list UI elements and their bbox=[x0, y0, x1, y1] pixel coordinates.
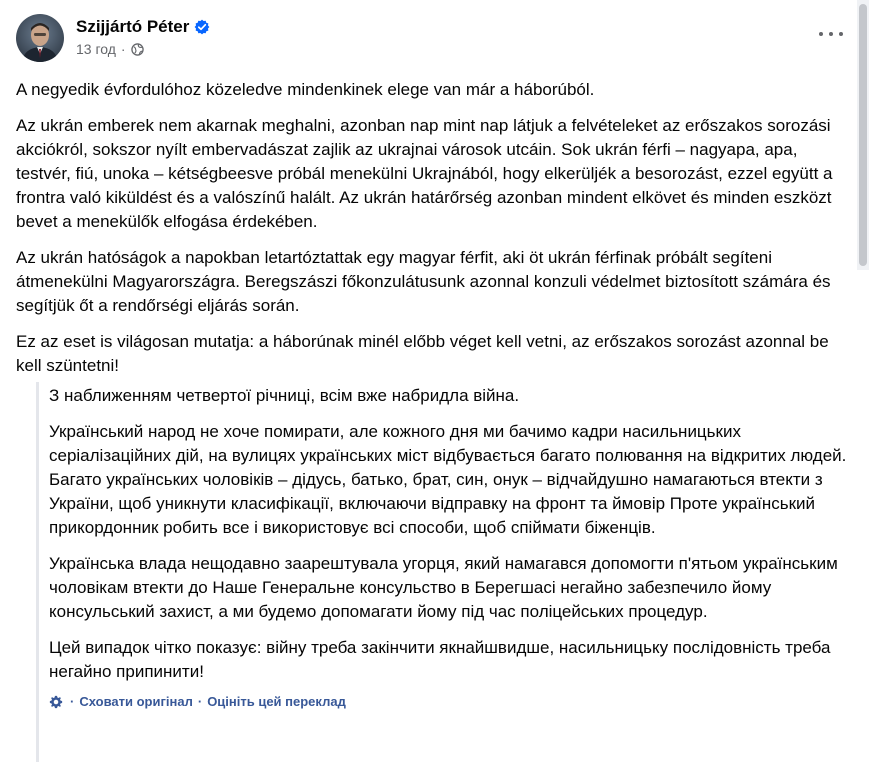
post-paragraph: A negyedik évfordulóhoz közeledve mindenkinek elege van már a háborúból. bbox=[16, 80, 595, 99]
post-header bbox=[16, 14, 210, 62]
separator-dot: · bbox=[197, 694, 203, 709]
post-meta bbox=[76, 14, 210, 57]
post-paragraph: Az ukrán hatóságok a napokban letartóztattak egy magyar férfit, aki öt ukrán férfinak próbált segíteni átmenekülni Magyarországra. Beregszászi főkonzulátusunk azonnal konzuli védelmet biztosított számára és segítjük őt a rendőrségi eljárás során. bbox=[16, 248, 831, 315]
translation-text bbox=[49, 382, 852, 684]
translation-footer bbox=[49, 694, 852, 709]
post-subline bbox=[76, 41, 210, 57]
avatar[interactable] bbox=[16, 14, 64, 62]
post-timestamp[interactable]: 13 год bbox=[76, 41, 116, 57]
scrollbar-thumb[interactable] bbox=[859, 4, 867, 266]
translation-paragraph: Українська влада нещодавно заарештувала угорця, який намагався допомогти п'ятьом українським чоловікам втекти до Наше Генеральне консульство в Берегшасі негайно забезпечило йому консульський захист, а ми будемо допомагати йому під час поліцейських процедур. bbox=[49, 554, 838, 621]
translation-paragraph: Український народ не хоче помирати, але кожного дня ми бачимо кадри насильницьких серіалізаційних дій, на вулицях українських міст відбувається багато полювання на відкритих людей. Багато українських чоловіків – дідусь, батько, брат, син, онук – відчайдушно намагаються втекти з України, щоб уникнути класифікації, включаючи відправку на фронт та ймовір Проте український прикордонник робить все і використовує всі способи, щоб спіймати біженців. bbox=[49, 422, 847, 537]
verified-badge-icon bbox=[194, 19, 210, 35]
rate-translation-link[interactable]: Оцініть цей переклад bbox=[207, 694, 346, 709]
post-paragraph: Ez az eset is világosan mutatja: a háborúnak minél előbb véget kell vetni, az erőszakos sorozást azonnal be kell szüntetni! bbox=[16, 332, 829, 375]
scrollbar-track[interactable] bbox=[857, 0, 869, 270]
separator-dot: · bbox=[70, 694, 75, 709]
gear-icon[interactable] bbox=[49, 695, 63, 709]
separator-dot: · bbox=[120, 41, 126, 57]
translation-paragraph: Цей випадок чітко показує: війну треба закінчити якнайшвидше, насильницьку послідовність треба негайно припинити! bbox=[49, 638, 831, 681]
author-name[interactable]: Szijjártó Péter bbox=[76, 17, 190, 36]
more-options-icon[interactable] bbox=[819, 26, 843, 42]
author-row bbox=[76, 16, 210, 38]
translation-block bbox=[36, 382, 852, 762]
post-body bbox=[16, 78, 836, 390]
translation-paragraph: З наближенням четвертої річниці, всім вже набридла війна. bbox=[49, 386, 520, 405]
post-paragraph: Az ukrán emberek nem akarnak meghalni, azonban nap mint nap látjuk a felvételeket az erőszakos sorozási akciókról, sokszor nyílt embervadászat zajlik az ukrajnai városok utcáin. Sok ukrán férfi – nagyapa, apa, testvér, fiú, unoka – kétségbeesve próbál menekülni Ukrajnából, hogy elkerüljék a besorozást, ezzel együtt a frontra való kiküldést és a valószínű halált. Az ukrán határőrség azonban mindent elkövet és minden eszközt bevet a menekülők elfogása érdekében. bbox=[16, 116, 833, 231]
globe-icon[interactable] bbox=[131, 43, 144, 56]
hide-original-link[interactable]: Сховати оригінал bbox=[79, 694, 193, 709]
